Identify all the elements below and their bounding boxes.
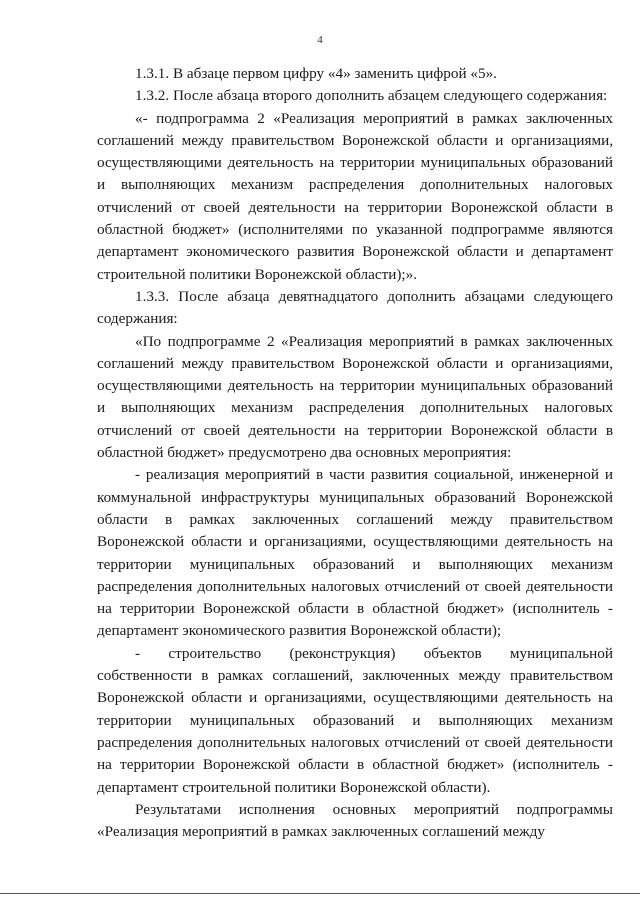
paragraph-subprogram-2-measures: «По подпрограмме 2 «Реализация мероприятий в рамках заключенных соглашений между правительством Воронежской области и организациями, осуществляющими деятельность на территории муниципальных образований и выполняющих механизм распределения дополнительных налоговых отчислений от своей деятельности на территории Воронежской области в областной бюджет» предусмотрено два основных мероприятия: — [97, 332, 613, 462]
paragraph-subprogram-2-insert: «- подпрограмма 2 «Реализация мероприятий в рамках заключенных соглашений между правительством Воронежской области и организациями, осуществляющими деятельность на территории муниципальных образований и выполняющих механизм распределения дополнительных налоговых отчислений от своей деятельности на территории Воронежской области в областной бюджет» (исполнителями по указанной подпрограмме являются департамент экономического развития Воронежской области и департамент строительной политики Воронежской области);». — [97, 109, 613, 283]
paragraph-1-3-2: 1.3.2. После абзаца второго дополнить абзацем следующего содержания: — [135, 87, 608, 105]
bottom-scan-edge-line — [0, 893, 640, 894]
page-number: 4 — [317, 34, 323, 46]
paragraph-measure-infrastructure: - реализация мероприятий в части развития социальной, инженерной и коммунальной инфраструктуры муниципальных образований Воронежской области в рамках заключенных соглашений между правительством Воронежской области и организациями, осуществляющими деятельность на территории муниципальных образований и выполняющих механизм распределения дополнительных налоговых отчислений от своей деятельности на территории Воронежской области в областной бюджет» (исполнитель - департамент экономического развития Воронежской области); — [97, 466, 613, 640]
document-body — [97, 63, 613, 843]
paragraph-measure-construction: - строительство (реконструкция) объектов муниципальной собственности в рамках соглашений, заключенных между правительством Воронежской области и организациями, осуществляющими деятельность на территории муниципальных образований и выполняющих механизм распределения дополнительных налоговых отчислений от своей деятельности на территории Воронежской области в областной бюджет» (исполнитель - департамент строительной политики Воронежской области). — [97, 644, 613, 796]
paragraph-results: Результатами исполнения основных мероприятий подпрограммы «Реализация мероприятий в рамках заключенных соглашений между — [97, 800, 613, 841]
paragraph-1-3-1: 1.3.1. В абзаце первом цифру «4» заменить цифрой «5». — [135, 65, 497, 82]
paragraph-1-3-3: 1.3.3. После абзаца девятнадцатого дополнить абзацами следующего содержания: — [97, 287, 613, 328]
